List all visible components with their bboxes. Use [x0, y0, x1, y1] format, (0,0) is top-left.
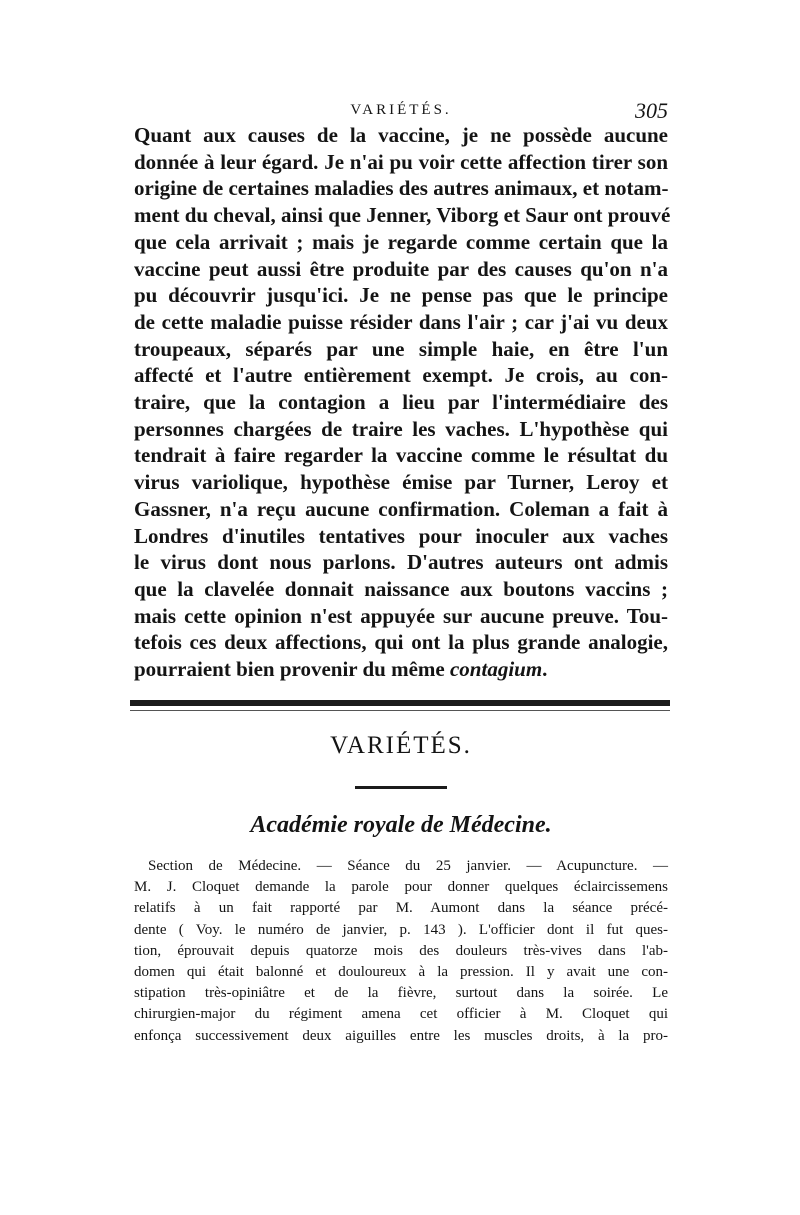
report-line: domen qui était balonné et douloureux à la pression. Il y avait une con- [134, 964, 668, 981]
report-line: M. J. Cloquet demande la parole pour donner quelques éclaircissemens [134, 879, 668, 896]
text-line: personnes chargées de traire les vaches. L'hypothèse qui [134, 416, 668, 441]
text-line: troupeaux, séparés par une simple haie, en être l'un [134, 336, 668, 361]
text-line: origine de certaines maladies des autres animaux, et notam- [134, 176, 669, 201]
text-line: Gassner, n'a reçu aucune confirmation. Coleman a fait à [134, 496, 668, 521]
report-paragraph [134, 856, 668, 1047]
text-line: affecté et l'autre entièrement exempt. Je crois, au con- [134, 363, 668, 388]
italic-word: contagium [449, 657, 543, 682]
text-line: que cela arrivait ; mais je regarde comme certain que la [134, 229, 668, 254]
report-line: Section de Médecine. — Séance du 25 janvier. — Acupuncture. — [148, 858, 668, 874]
text-line: tefois ces deux affections, qui ont la plus grande analogie, [134, 630, 668, 655]
section-divider [355, 786, 447, 789]
text-line: le virus dont nous parlons. D'autres auteurs ont admis [134, 550, 668, 575]
report-line: stipation très-opiniâtre et de la fièvre, surtout dans la soirée. Le [134, 985, 668, 1002]
last-line-suffix: . [542, 657, 548, 682]
text-line: que la clavelée donnait naissance aux boutons vaccins ; [134, 576, 668, 601]
main-paragraph [134, 122, 671, 683]
double-rule-thick [130, 700, 670, 706]
report-line: enfonça successivement deux aiguilles entre les muscles droits, à la pro- [134, 1027, 668, 1044]
report-line: tion, éprouvait depuis quatorze mois des douleurs très-vives dans l'ab- [134, 942, 668, 959]
text-line: de cette maladie puisse résider dans l'air ; car j'ai vu deux [134, 309, 668, 334]
text-line: virus variolique, hypothèse émise par Turner, Leroy et [134, 470, 668, 495]
double-rule-thin [130, 710, 670, 711]
text-line: donnée à leur égard. Je n'ai pu voir cette affection tirer son [134, 149, 668, 174]
text-line: mais cette opinion n'est appuyée sur aucune preuve. Tou- [134, 603, 668, 628]
last-line-prefix: pourraient bien provenir du même [134, 657, 450, 682]
text-line: traire, que la contagion a lieu par l'intermédiaire des [134, 390, 668, 415]
section-title: VARIÉTÉS. [330, 732, 472, 759]
report-line: relatifs à un fait rapporté par M. Aumont dans la séance précé- [134, 900, 668, 917]
page-number: 305 [635, 98, 668, 123]
text-line: tendrait à faire regarder la vaccine comme le résultat du [134, 443, 668, 468]
text-line: ment du cheval, ainsi que Jenner, Viborg et Saur ont prouvé [134, 203, 671, 228]
text-line: pu découvrir jusqu'ici. Je ne pense pas que le principe [134, 283, 668, 308]
report-line: dente ( Voy. le numéro de janvier, p. 143 ). L'officier dont il fut ques- [134, 921, 668, 938]
text-line: Londres d'inutiles tentatives pour inoculer aux vaches [134, 523, 668, 548]
text-line: vaccine peut aussi être produite par des causes qu'on n'a [134, 256, 668, 281]
report-line: chirurgien-major du régiment amena cet officier à M. Cloquet qui [134, 1006, 668, 1023]
section-subtitle: Académie royale de Médecine. [250, 812, 552, 838]
running-title: VARIÉTÉS. [350, 102, 452, 118]
text-line: Quant aux causes de la vaccine, je ne possède aucune [134, 123, 668, 147]
text-line-last [134, 656, 668, 683]
